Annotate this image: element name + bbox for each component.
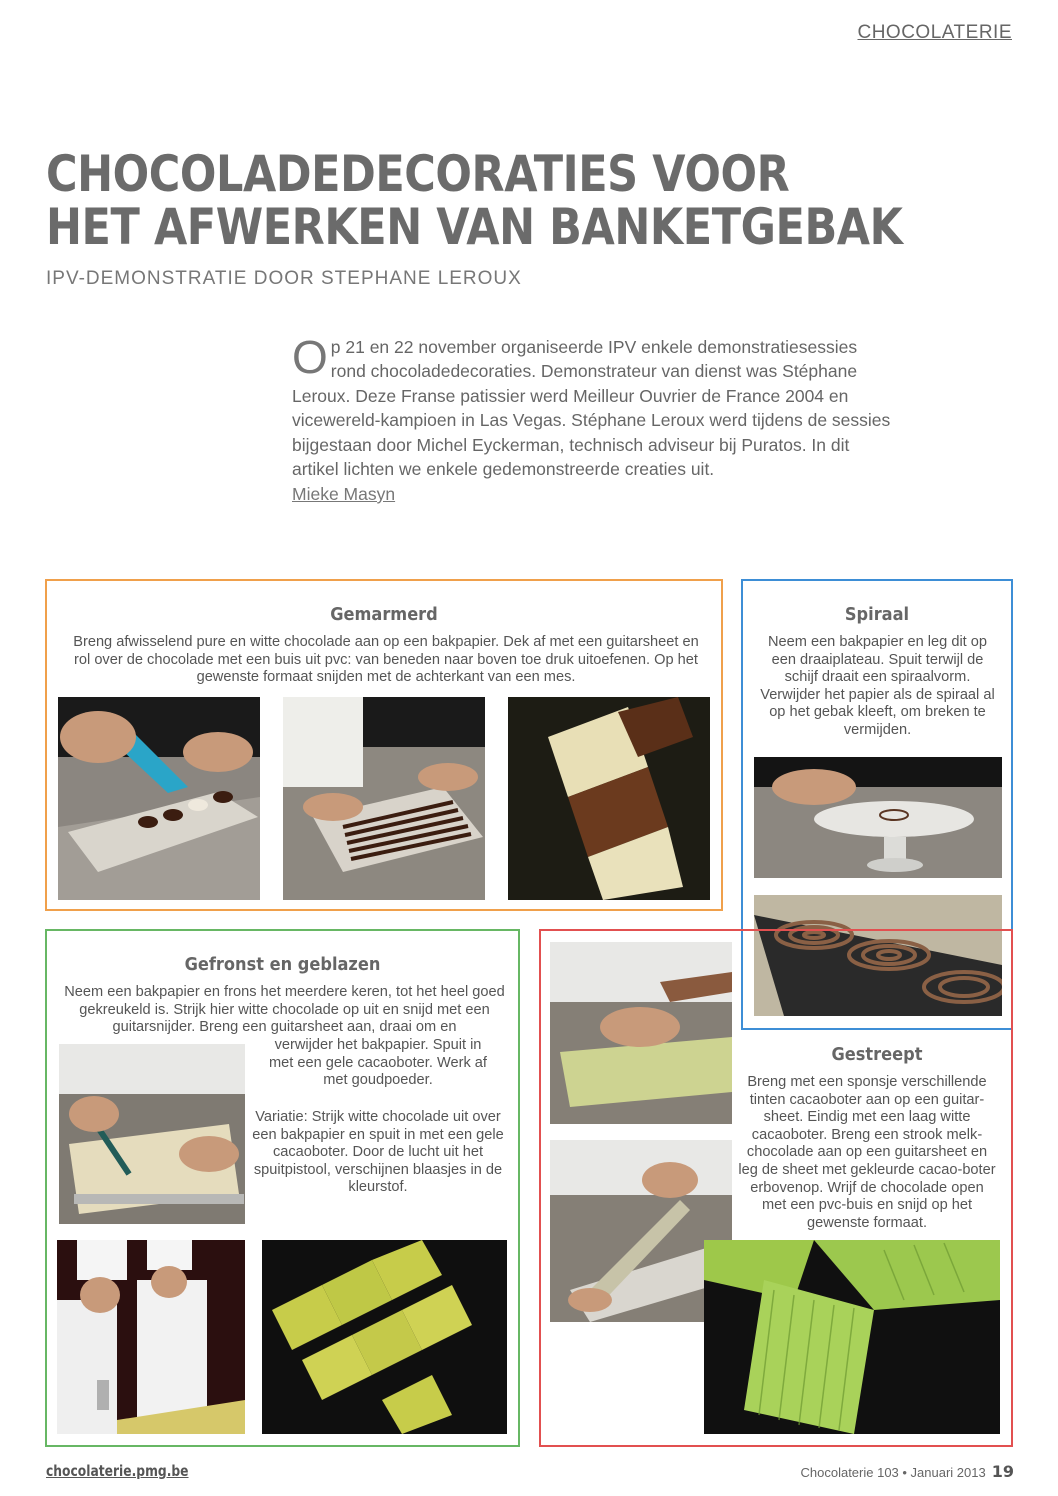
author-byline[interactable]: Mieke Masyn — [292, 484, 396, 504]
footer-website[interactable]: chocolaterie.pmg.be — [46, 1462, 189, 1480]
gemarmerd-text: Breng afwisselend pure en witte chocolade aan op een bakpapier. Dek af met een guitarsheet en rol over de chocolade met een buis uit pvc: van beneden naar boven toe druk uitoefenen. Op het gewenste formaat snijden met de achterkant van een mes. — [73, 634, 699, 686]
spiraal-text: Neem een bakpapier en leg dit op een draaiplateau. Spuit terwijl de schijf draait een spiraalvorm. Verwijder het papier als de spiraal al op het gebak kleeft, om breken te vermijden. — [760, 634, 995, 738]
intro-paragraph — [292, 331, 892, 481]
photo-guitar-cutter — [59, 1044, 245, 1224]
photo-turntable-spiral — [754, 757, 1002, 878]
gefronst-text-side: verwijder het bakpapier. Spuit in met een gele cacaoboter. Werk af met goudpoeder. — [269, 1037, 487, 1089]
photo-yellow-wrinkled-pieces — [262, 1240, 507, 1434]
photo-piping-marble — [58, 697, 260, 900]
photo-sponge-cacaobutter — [550, 942, 732, 1124]
footer-issue-text: Chocolaterie 103 • Januari 2013 — [800, 1465, 986, 1480]
gestreept-title: Gestreept — [831, 1044, 923, 1065]
gefronst-variatie: Variatie: Strijk witte chocolade uit over een bakpapier en spuit in met een gele cacaoboter. Door de lucht uit het spuitpistool, verschijnen blaasjes in de kleurstof. — [252, 1109, 504, 1196]
gefronst-text-top: Neem een bakpapier en frons het meerdere keren, tot het heel goed gekreukeld is. Strijk hier witte chocolade op uit en snijd met een guitarsnijder. Breng een guitarsheet aan, draai om en — [64, 984, 505, 1036]
gefronst-title: Gefronst en geblazen — [184, 954, 381, 975]
intro-text: p 21 en 22 november organiseerde IPV enkele demonstratiesessies rond chocoladedecoraties. Demonstrateur van dienst was Stéphane Leroux. Deze Franse patissier werd Meilleur Ouvrier de France 2004 en vicewereld-kampioen in Las Vegas. Stéphane Leroux werd tijdens de sessies bijgestaan door Michel Eyckerman, technisch adviseur bij Puratos. In dit artikel lichten we enkele gedemonstreerde creaties uit. — [292, 337, 891, 480]
title-line-1: CHOCOLADEDECORATIES VOOR — [46, 145, 790, 203]
gemarmerd-title: Gemarmerd — [330, 604, 438, 625]
section-label: CHOCOLATERIE — [857, 22, 1012, 43]
title-line-2: HET AFWERKEN VAN BANKETGEBAK — [46, 198, 903, 256]
photo-rolling-marble — [283, 697, 485, 900]
page-number: 19 — [991, 1462, 1014, 1481]
gestreept-text: Breng met een sponsje verschillende tinten cacaoboter aan op een guitar-sheet. Eindig met een laag witte cacaoboter. Breng een strook melk-chocolade aan op een guitarsheet en leg de sheet met gekleurde cacao-boter erbovenop. Wrijf de chocolade open met een pvc-buis en snijd op het gewenste formaat. — [738, 1074, 996, 1231]
spiraal-title: Spiraal — [844, 604, 910, 625]
photo-marbled-pieces — [508, 697, 710, 900]
photo-chefs-spray-gun — [57, 1240, 245, 1434]
drop-cap: O — [292, 331, 328, 383]
footer-issue — [801, 1462, 1015, 1481]
article-subtitle: IPV-DEMONSTRATIE DOOR STEPHANE LEROUX — [46, 268, 522, 289]
article-title — [46, 145, 903, 256]
photo-green-striped-pieces — [704, 1240, 1000, 1434]
